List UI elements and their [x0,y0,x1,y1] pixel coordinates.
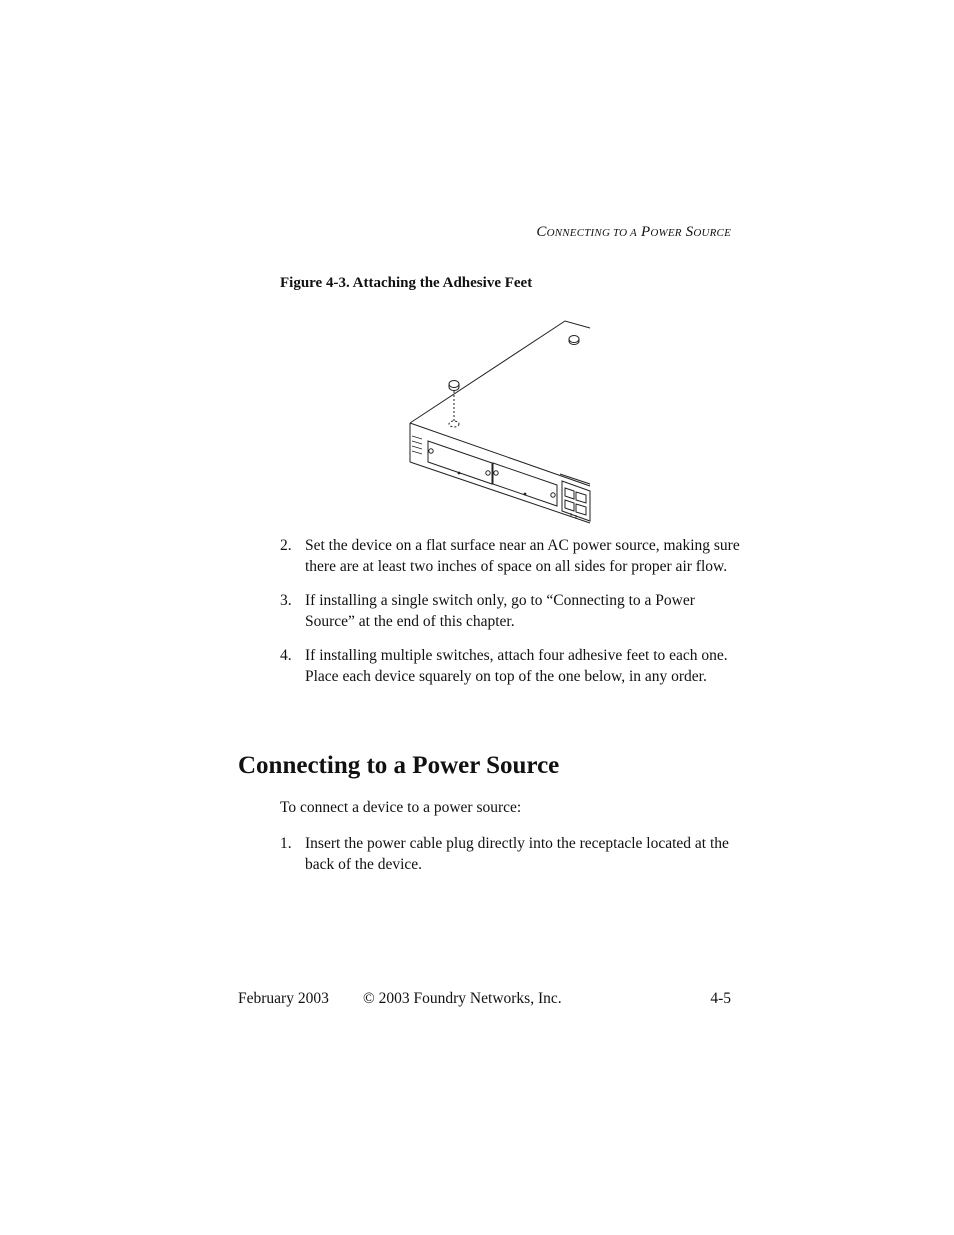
power-steps-list [280,834,740,875]
list-item: 1. Insert the power cable plug directly into the receptacle located at the back of the device. [280,835,729,873]
steps-list [280,536,740,687]
switch-illustration [400,316,600,526]
list-item: 2. Set the device on a flat surface near an AC power source, making sure there are at least two inches of space on all sides for proper air flow. [280,537,740,575]
running-head: CONNECTING TO A POWER SOURCE [536,224,731,240]
page-number: 4-5 [710,990,731,1007]
list-item: 3. If installing a single switch only, go to “Connecting to a Power Source” at the end of this chapter. [280,592,695,630]
figure-caption: Figure 4-3. Attaching the Adhesive Feet [280,275,533,291]
section-intro: To connect a device to a power source: [280,799,522,816]
section-heading: Connecting to a Power Source [238,752,560,779]
footer-copyright: © 2003 Foundry Networks, Inc. [363,990,562,1007]
footer-date: February 2003 [238,990,329,1007]
list-item: 4. If installing multiple switches, attach four adhesive feet to each one. Place each device squarely on top of the one below, in any order. [280,647,728,685]
